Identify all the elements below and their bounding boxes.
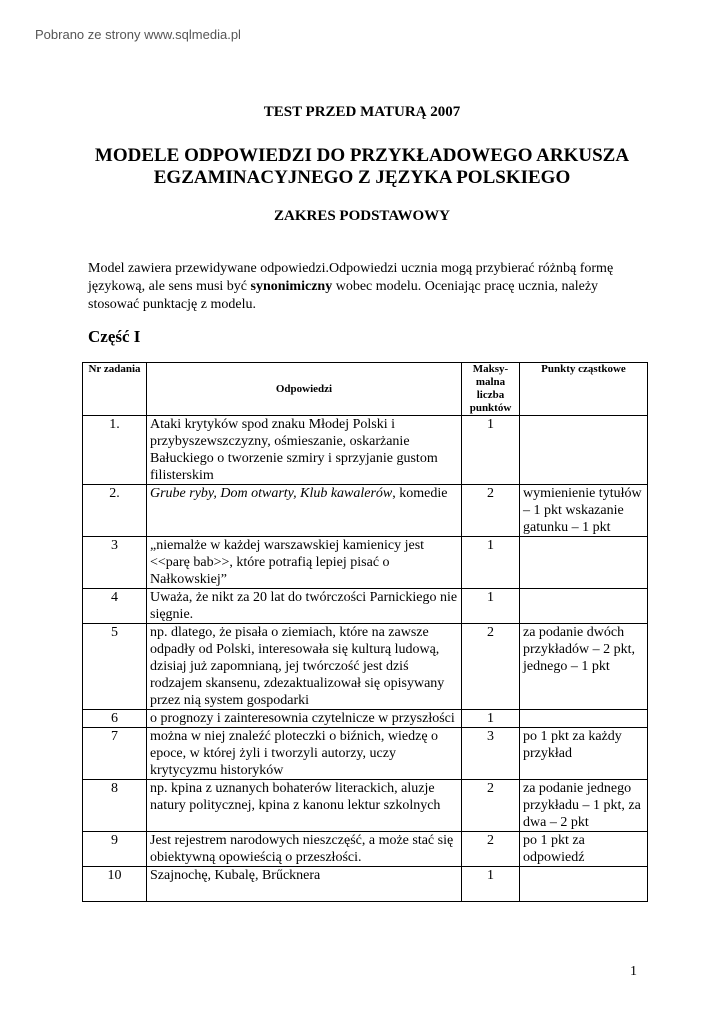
row-nr: 2.	[83, 485, 147, 537]
row-answer: o prognozy i zainteresownia czytelnicze w przyszłości	[147, 710, 462, 728]
row-answer-rest: , komedie	[392, 486, 448, 501]
header-max-points: Maksy-malna liczba punktów	[462, 363, 520, 416]
row-max: 1	[462, 416, 520, 485]
row-answer: np. dlatego, że pisała o ziemiach, które na zawsze odpadły od Polski, interesowała się kulturą ludową, dzisiaj już zapomnianą, jej twórczość jest dziś rodzajem skansenu, zdezaktualizował się opisywany przez nią system gospodarki	[147, 624, 462, 710]
document-heading: TEST PRZED MATURĄ 2007	[263, 104, 461, 120]
table-row	[83, 780, 648, 832]
row-nr: 1.	[83, 416, 147, 485]
table-row	[83, 589, 648, 624]
row-answer: Ataki krytyków spod znaku Młodej Polski i przybyszewszczyzny, ośmieszanie, oskarżanie Bałuckiego o tworzenie szmiry i sprzyjanie gustom filisterskim	[147, 416, 462, 485]
row-nr: 9	[83, 832, 147, 867]
table-row	[83, 710, 648, 728]
header-answer: Odpowiedzi	[147, 363, 462, 416]
row-answer	[147, 485, 462, 537]
row-max: 3	[462, 728, 520, 780]
table-row	[83, 537, 648, 589]
row-answer: Szajnochę, Kubalę, Brűcknera	[147, 867, 462, 902]
row-partial: po 1 pkt za każdy przykład	[520, 728, 648, 780]
row-partial: za podanie jednego przykładu – 1 pkt, za dwa – 2 pkt	[520, 780, 648, 832]
row-partial	[520, 589, 648, 624]
intro-bold-word: synonimiczny	[250, 279, 333, 294]
row-partial	[520, 537, 648, 589]
page-number: 1	[630, 964, 637, 979]
header-nr: Nr zadania	[83, 363, 147, 416]
row-max: 1	[462, 867, 520, 902]
table-row	[83, 728, 648, 780]
row-answer: Jest rejestrem narodowych nieszczęść, a może stać się obiektywną opowieścią o przeszłości.	[147, 832, 462, 867]
row-nr: 5	[83, 624, 147, 710]
row-answer: np. kpina z uznanych bohaterów literackich, aluzje natury politycznej, kpina z kanonu lektur szkolnych	[147, 780, 462, 832]
row-partial	[520, 710, 648, 728]
row-nr: 10	[83, 867, 147, 902]
row-max: 2	[462, 832, 520, 867]
row-max: 1	[462, 537, 520, 589]
table-row	[83, 832, 648, 867]
intro-paragraph	[88, 260, 648, 314]
scope-subtitle: ZAKRES PODSTAWOWY	[273, 208, 450, 224]
table-row	[83, 485, 648, 537]
row-max: 2	[462, 624, 520, 710]
table-row	[83, 416, 648, 485]
row-nr: 3	[83, 537, 147, 589]
table-row	[83, 624, 648, 710]
header-partial-points: Punkty cząstkowe	[520, 363, 648, 416]
table-row	[83, 867, 648, 902]
row-answer: Uważa, że nikt za 20 lat do twórczości Parnickiego nie sięgnie.	[147, 589, 462, 624]
row-max: 1	[462, 589, 520, 624]
answers-table	[82, 362, 648, 902]
document-title: MODELE ODPOWIEDZI DO PRZYKŁADOWEGO ARKUSZA EGZAMINACYJNEGO Z JĘZYKA POLSKIEGO	[94, 145, 630, 188]
row-partial: po 1 pkt za odpowiedź	[520, 832, 648, 867]
intro-text-after: wobec modelu. Oceniając pracę ucznia, należy stosować punktację z modelu.	[88, 279, 599, 312]
row-nr: 7	[83, 728, 147, 780]
row-partial	[520, 416, 648, 485]
row-nr: 4	[83, 589, 147, 624]
row-answer: można w niej znaleźć ploteczki o biźnich, wiedzę o epoce, w której żyli i tworzyli autorzy, uczy krytycyzmu historyków	[147, 728, 462, 780]
part-title: Część I	[88, 327, 141, 346]
row-answer-italic: Grube ryby, Dom otwarty, Klub kawalerów	[150, 486, 393, 501]
row-max: 2	[462, 780, 520, 832]
table-header-row	[83, 363, 648, 416]
source-watermark: Pobrano ze strony www.sqlmedia.pl	[35, 27, 241, 42]
row-max: 2	[462, 485, 520, 537]
row-partial	[520, 867, 648, 902]
row-nr: 8	[83, 780, 147, 832]
row-answer: „niemalże w każdej warszawskiej kamienicy jest <<parę bab>>, które potrafią lepiej pisać o Nałkowskiej”	[147, 537, 462, 589]
row-max: 1	[462, 710, 520, 728]
row-nr: 6	[83, 710, 147, 728]
row-partial: za podanie dwóch przykładów – 2 pkt, jednego – 1 pkt	[520, 624, 648, 710]
intro-text-before: Model zawiera przewidywane odpowiedzi.Odpowiedzi ucznia mogą przybierać różnbą formę językową, ale sens musi być	[88, 261, 614, 294]
row-partial: wymienienie tytułów – 1 pkt wskazanie gatunku – 1 pkt	[520, 485, 648, 537]
